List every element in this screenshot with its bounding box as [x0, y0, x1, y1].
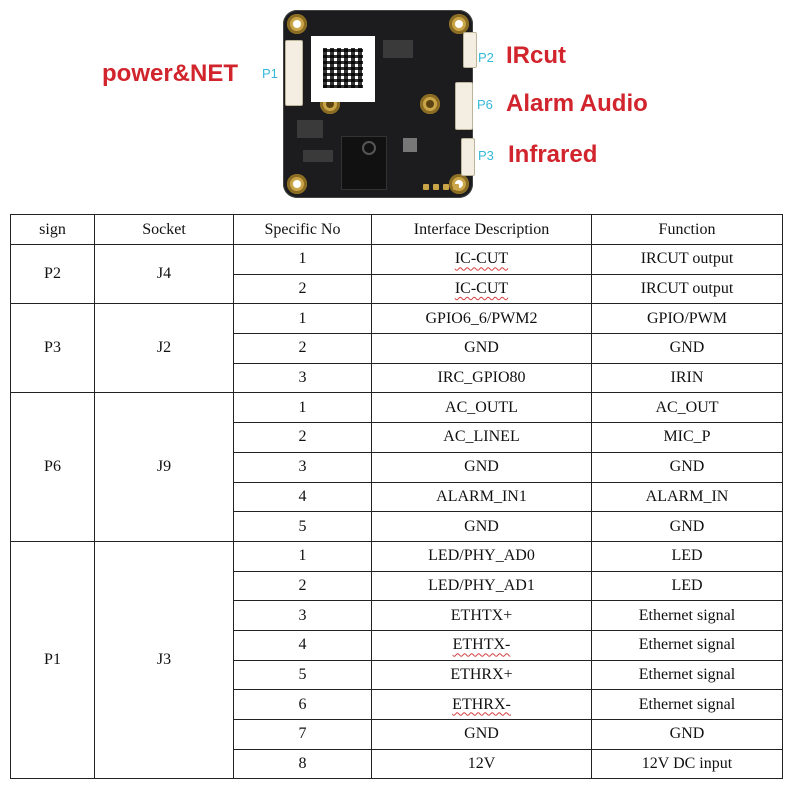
p3-connector [461, 138, 475, 176]
qr-code-label [311, 36, 375, 102]
interface-description-cell: 12V [372, 749, 592, 779]
sign-cell: P1 [11, 541, 95, 779]
interface-description-cell: GND [372, 720, 592, 750]
specific-no-cell: 8 [234, 749, 372, 779]
table-row [11, 541, 783, 571]
interface-description-cell: ETHRX+ [372, 660, 592, 690]
p1-connector [285, 40, 303, 106]
function-cell: MIC_P [592, 423, 783, 453]
interface-description-cell: AC_OUTL [372, 393, 592, 423]
p3-label: P3 [478, 148, 494, 163]
interface-description-cell: IRC_GPIO80 [372, 363, 592, 393]
function-cell: Ethernet signal [592, 660, 783, 690]
interface-description-cell: IC-CUT [372, 245, 592, 275]
component [403, 138, 417, 152]
function-cell: IRCUT output [592, 245, 783, 275]
mounting-hole-icon [420, 94, 440, 114]
function-cell: 12V DC input [592, 749, 783, 779]
interface-description-cell: IC-CUT [372, 274, 592, 304]
interface-description-cell: ALARM_IN1 [372, 482, 592, 512]
table-row [11, 393, 783, 423]
solder-pads [423, 184, 459, 190]
mounting-hole-icon [287, 174, 307, 194]
interface-description-cell: GND [372, 452, 592, 482]
specific-no-cell: 3 [234, 601, 372, 631]
function-cell: Ethernet signal [592, 630, 783, 660]
mounting-hole-icon [287, 14, 307, 34]
specific-no-cell: 1 [234, 304, 372, 334]
function-cell: Ethernet signal [592, 690, 783, 720]
interface-description-cell: ETHTX- [372, 630, 592, 660]
specific-no-cell: 4 [234, 482, 372, 512]
interface-description-cell: LED/PHY_AD0 [372, 541, 592, 571]
specific-no-cell: 2 [234, 334, 372, 364]
function-cell: GND [592, 512, 783, 542]
interface-description-cell: GPIO6_6/PWM2 [372, 304, 592, 334]
table-body [11, 245, 783, 779]
function-cell: LED [592, 571, 783, 601]
function-cell: IRCUT output [592, 274, 783, 304]
socket-cell: J4 [95, 245, 234, 304]
p1-label: P1 [262, 66, 278, 81]
interface-description-cell: ETHTX+ [372, 601, 592, 631]
table-row [11, 245, 783, 275]
table-row [11, 304, 783, 334]
sign-cell: P6 [11, 393, 95, 541]
processor-chip [341, 136, 387, 190]
function-cell: Ethernet signal [592, 601, 783, 631]
interface-description-cell: AC_LINEL [372, 423, 592, 453]
p2-connector [463, 32, 477, 68]
component [297, 120, 323, 138]
infrared-label: Infrared [508, 141, 598, 168]
function-cell: AC_OUT [592, 393, 783, 423]
component [383, 40, 413, 58]
function-cell: ALARM_IN [592, 482, 783, 512]
specific-no-cell: 3 [234, 363, 372, 393]
mounting-hole-icon [449, 14, 469, 34]
sign-cell: P3 [11, 304, 95, 393]
function-cell: IRIN [592, 363, 783, 393]
interface-description-cell: GND [372, 512, 592, 542]
p2-label: P2 [478, 50, 494, 65]
sign-cell: P2 [11, 245, 95, 304]
p6-label: P6 [477, 97, 493, 112]
ircut-label: IRcut [506, 42, 566, 69]
specific-no-cell: 5 [234, 660, 372, 690]
function-cell: GPIO/PWM [592, 304, 783, 334]
component [303, 150, 333, 162]
header-specific-no: Specific No [234, 215, 372, 245]
specific-no-cell: 1 [234, 393, 372, 423]
header-sign: sign [11, 215, 95, 245]
specific-no-cell: 5 [234, 512, 372, 542]
specific-no-cell: 2 [234, 274, 372, 304]
specific-no-cell: 1 [234, 245, 372, 275]
camera-board-image [283, 10, 473, 198]
interface-description-cell: ETHRX- [372, 690, 592, 720]
specific-no-cell: 4 [234, 630, 372, 660]
socket-cell: J9 [95, 393, 234, 541]
table-header-row [11, 215, 783, 245]
alarm-audio-label: Alarm Audio [506, 90, 648, 117]
socket-cell: J3 [95, 541, 234, 779]
header-interface-description: Interface Description [372, 215, 592, 245]
specific-no-cell: 7 [234, 720, 372, 750]
header-socket: Socket [95, 215, 234, 245]
specific-no-cell: 2 [234, 423, 372, 453]
function-cell: GND [592, 452, 783, 482]
function-cell: LED [592, 541, 783, 571]
function-cell: GND [592, 334, 783, 364]
socket-cell: J2 [95, 304, 234, 393]
pin-definition-table [10, 214, 783, 779]
interface-description-cell: GND [372, 334, 592, 364]
function-cell: GND [592, 720, 783, 750]
power-net-label: power&NET [102, 60, 239, 87]
header-function: Function [592, 215, 783, 245]
p6-connector [455, 82, 473, 130]
specific-no-cell: 1 [234, 541, 372, 571]
specific-no-cell: 6 [234, 690, 372, 720]
specific-no-cell: 2 [234, 571, 372, 601]
interface-description-cell: LED/PHY_AD1 [372, 571, 592, 601]
specific-no-cell: 3 [234, 452, 372, 482]
